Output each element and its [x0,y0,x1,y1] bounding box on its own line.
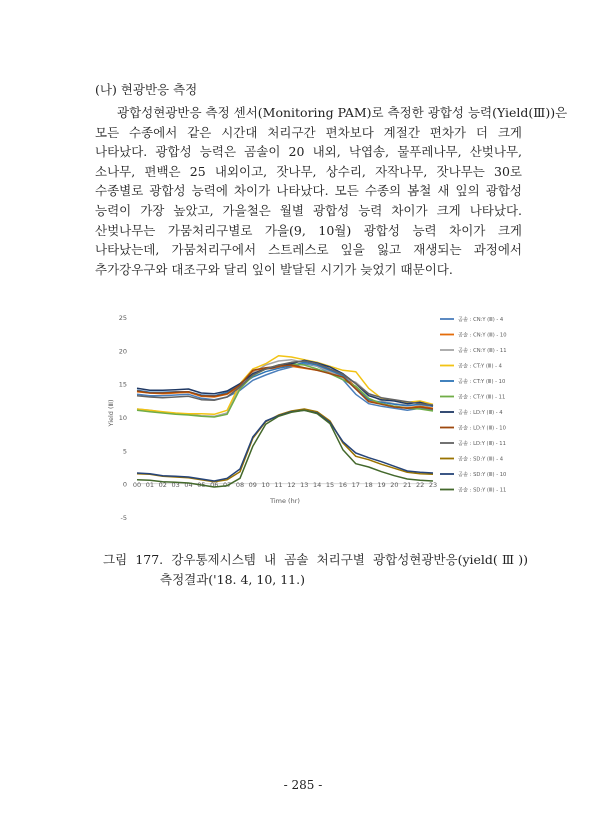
x-tick-label: 15 [325,481,335,489]
y-tick-label: 5 [122,447,127,456]
x-tick-label: 19 [377,481,386,489]
x-tick-label: 08 [235,481,245,489]
legend-label: 곰솔 : CN:Y (Ⅲ) - 11 [458,348,507,355]
x-tick-label: 23 [428,481,438,489]
x-tick-label: 02 [158,481,167,489]
y-tick-label: 10 [118,414,127,422]
legend-label: 곰솔 : LD:Y (Ⅲ) - 4 [458,410,503,417]
legend-label: 곰솔 : SD:Y (Ⅲ) - 10 [458,472,507,479]
x-tick-label: 21 [403,481,412,489]
x-tick-label: 01 [145,481,155,489]
yield-line-chart [103,305,513,533]
body-line: 나타났는데, 가뭄처리구에서 스트레스로 잎을 잃고 재생되는 과정에서 [95,242,522,258]
x-tick-label: 12 [287,481,296,489]
body-line: 능력이 가장 높았고, 가을철은 월별 광합성 능력 차이가 크게 나타났다. [95,202,522,218]
body-line: 모든 수종에서 같은 시간대 처리구간 편차보다 계절간 편차가 더 크게 [95,124,522,140]
x-tick-label: 09 [248,481,257,489]
series-line [137,409,433,482]
body-line: 추가강우구와 대조구와 달리 잎이 발달된 시기가 늦었기 때문이다. [95,261,453,277]
series-line [137,364,433,417]
y-tick-label: 25 [118,314,127,322]
section-heading: (나) 현광반응 측정 [95,82,198,97]
x-tick-label: 20 [390,481,399,489]
body-line: 광합성현광반응 측정 센서(Monitoring PAM)로 측정한 광합성 능력(Yield(Ⅲ))은 [117,105,568,120]
y-tick-label: 0 [122,480,127,489]
body-line: 소나무, 편백은 25 내외이고, 잣나무, 상수리, 자작나무, 잣나무는 30로 [95,163,522,179]
y-tick-label: 15 [118,380,127,389]
x-tick-label: 05 [197,481,206,489]
body-line: 산벚나무는 가뭄처리구별로 가을(9, 10월) 광합성 능력 차이가 크게 [95,222,522,238]
x-tick-label: 03 [171,481,180,489]
legend-label: 곰솔 : CT:Y (Ⅲ) - 4 [458,363,502,370]
caption-line-2: 측정결과('18. 4, 10, 11.) [160,572,305,587]
legend-label: 곰솔 : SD:Y (Ⅲ) - 11 [458,487,507,494]
series-line [137,410,433,481]
x-tick-label: 14 [313,481,322,489]
y-axis-label: Yield (Ⅲ) [107,399,115,427]
legend-label: 곰솔 : CT:Y (Ⅲ) - 11 [458,394,506,401]
y-tick-label: -5 [120,514,127,522]
x-tick-label: 18 [364,481,373,489]
x-tick-label: 22 [415,481,425,489]
series-line [137,410,433,487]
body-line: 나타났다. 광합성 능력은 곰솔이 20 내외, 낙엽송, 물푸레나무, 산벚나무, [95,144,522,160]
x-tick-label: 17 [351,481,360,489]
x-tick-label: 00 [132,481,142,489]
legend-label: 곰솔 : CT:Y (Ⅲ) - 10 [458,379,506,386]
body-line: 수종별로 광합성 능력에 차이가 나타났다. 모든 수종의 봄철 새 잎의 광합성 [95,183,522,199]
x-tick-label: 16 [338,481,348,489]
x-tick-label: 11 [274,481,283,489]
legend-label: 곰솔 : SD:Y (Ⅲ) - 4 [458,456,504,463]
caption-line-1: 그림 177. 강우통제시스템 내 곰솔 처리구별 광합성현광반응(yield(Ⅲ)) [103,552,528,567]
x-tick-label: 04 [184,481,193,489]
page-number: - 285 - [283,778,323,792]
legend-label: 곰솔 : CN:Y (Ⅲ) - 10 [458,332,507,339]
x-tick-label: 10 [261,481,270,489]
x-tick-label: 06 [210,481,219,489]
x-tick-label: 07 [222,481,232,489]
legend-label: 곰솔 : LD:Y (Ⅲ) - 11 [458,441,506,448]
x-axis-label: Time (hr) [270,497,300,505]
x-tick-label: 13 [300,481,309,489]
legend-label: 곰솔 : CN:Y (Ⅲ) - 4 [458,317,504,324]
body-paragraph [95,103,568,279]
legend-label: 곰솔 : LD:Y (Ⅲ) - 10 [458,425,506,432]
y-tick-label: 20 [118,347,127,356]
figure-caption [103,550,528,590]
